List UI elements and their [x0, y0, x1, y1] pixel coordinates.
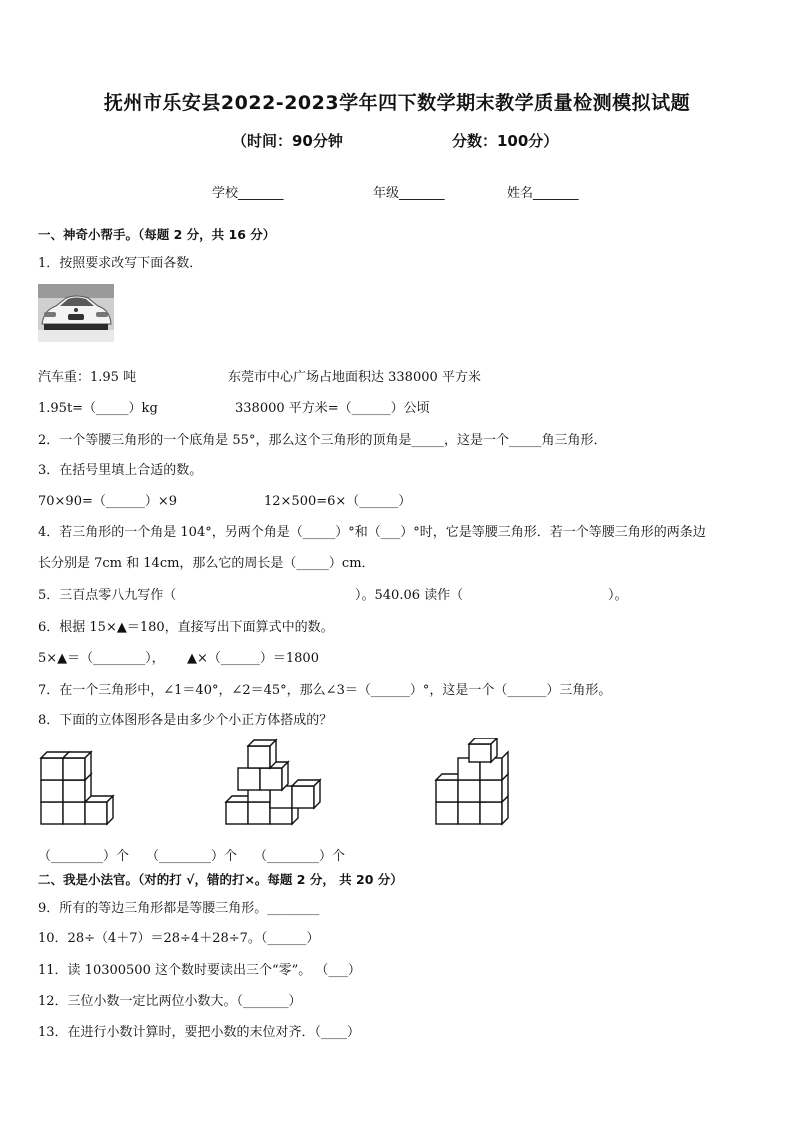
question-3b[interactable]: 12×500=6×（______）: [264, 494, 412, 509]
question-3: 3．在括号里填上合适的数。: [38, 463, 203, 478]
question-4-line1[interactable]: 4．若三角形的一个角是 104°，另两个角是（_____）°和（___）°时，它是等腰三角形．若一个等腰三角形的两条边: [38, 525, 706, 540]
question-3a[interactable]: 70×90=（______）×9: [38, 494, 178, 509]
question-13[interactable]: 13．在进行小数计算时，要把小数的末位对齐．（____）: [38, 1025, 361, 1040]
page-title: 抚州市乐安县2022-2023学年四下数学期末教学质量检测模拟试题: [103, 92, 691, 114]
cube-stack-3-icon: [434, 738, 514, 828]
question-7[interactable]: 7．在一个三角形中，∠1＝40°，∠2＝45°，那么∠3＝（______）°，这是一个（______）三角形。: [38, 683, 612, 698]
name-field[interactable]: 姓名_______: [507, 186, 579, 201]
question-6b[interactable]: ▲×（______）＝1800: [187, 651, 319, 666]
exam-time: （时间：90分钟: [232, 132, 343, 150]
section-heading: 二、我是小法官。（对的打 √，错的打×。每题 2 分， 共 20 分）: [38, 872, 403, 887]
cube-answer-3[interactable]: （________）个: [254, 849, 346, 864]
question-10[interactable]: 10．28÷（4＋7）＝28÷4＋28÷7。（______）: [38, 931, 320, 946]
car-icon: [38, 284, 114, 342]
question-12[interactable]: 12．三位小数一定比两位小数大。（_______）: [38, 994, 302, 1009]
question-6a[interactable]: 5×▲＝（________），: [38, 651, 165, 666]
plaza-area-text: 东莞市中心广场占地面积达 338000 平方米: [228, 370, 481, 385]
question-11[interactable]: 11．读 10300500 这个数时要读出三个“零”。 （___）: [38, 963, 361, 978]
question-6: 6．根据 15×▲＝180，直接写出下面算式中的数。: [38, 620, 334, 635]
question-5b[interactable]: ）。540.06 读作（: [355, 588, 464, 603]
question-5a[interactable]: 5．三百点零八九写作（: [38, 588, 177, 603]
school-field[interactable]: 学校_______: [212, 186, 284, 201]
question-4-line2[interactable]: 长分别是 7cm 和 14cm，那么它的周长是（_____）cm．: [38, 556, 375, 571]
question-2[interactable]: 2．一个等腰三角形的一个底角是 55°，那么这个三角形的顶角是_____，这是一个_____角三角形．: [38, 433, 607, 448]
cube-answer-2[interactable]: （________）个: [146, 849, 238, 864]
question-8: 8．下面的立体图形各是由多少个小正方体搭成的？: [38, 713, 333, 728]
question-9[interactable]: 9．所有的等边三角形都是等腰三角形。________: [38, 901, 320, 916]
car-weight-text: 汽车重：1.95 吨: [38, 370, 137, 385]
exam-score: 分数：100分）: [452, 132, 559, 150]
cube-stack-2-icon: [224, 738, 324, 828]
convert-hectare-blank[interactable]: 338000 平方米=（______）公顷: [235, 401, 430, 416]
grade-field[interactable]: 年级_______: [373, 186, 445, 201]
cube-stack-1-icon: [38, 738, 128, 828]
question-5c: ）。: [608, 588, 628, 603]
convert-kg-blank[interactable]: 1.95t=（_____）kg: [38, 401, 158, 416]
question-1: 1．按照要求改写下面各数．: [38, 256, 203, 271]
cube-answer-1[interactable]: （________）个: [38, 849, 130, 864]
section-heading: 一、神奇小帮手。（每题 2 分，共 16 分）: [38, 227, 276, 242]
